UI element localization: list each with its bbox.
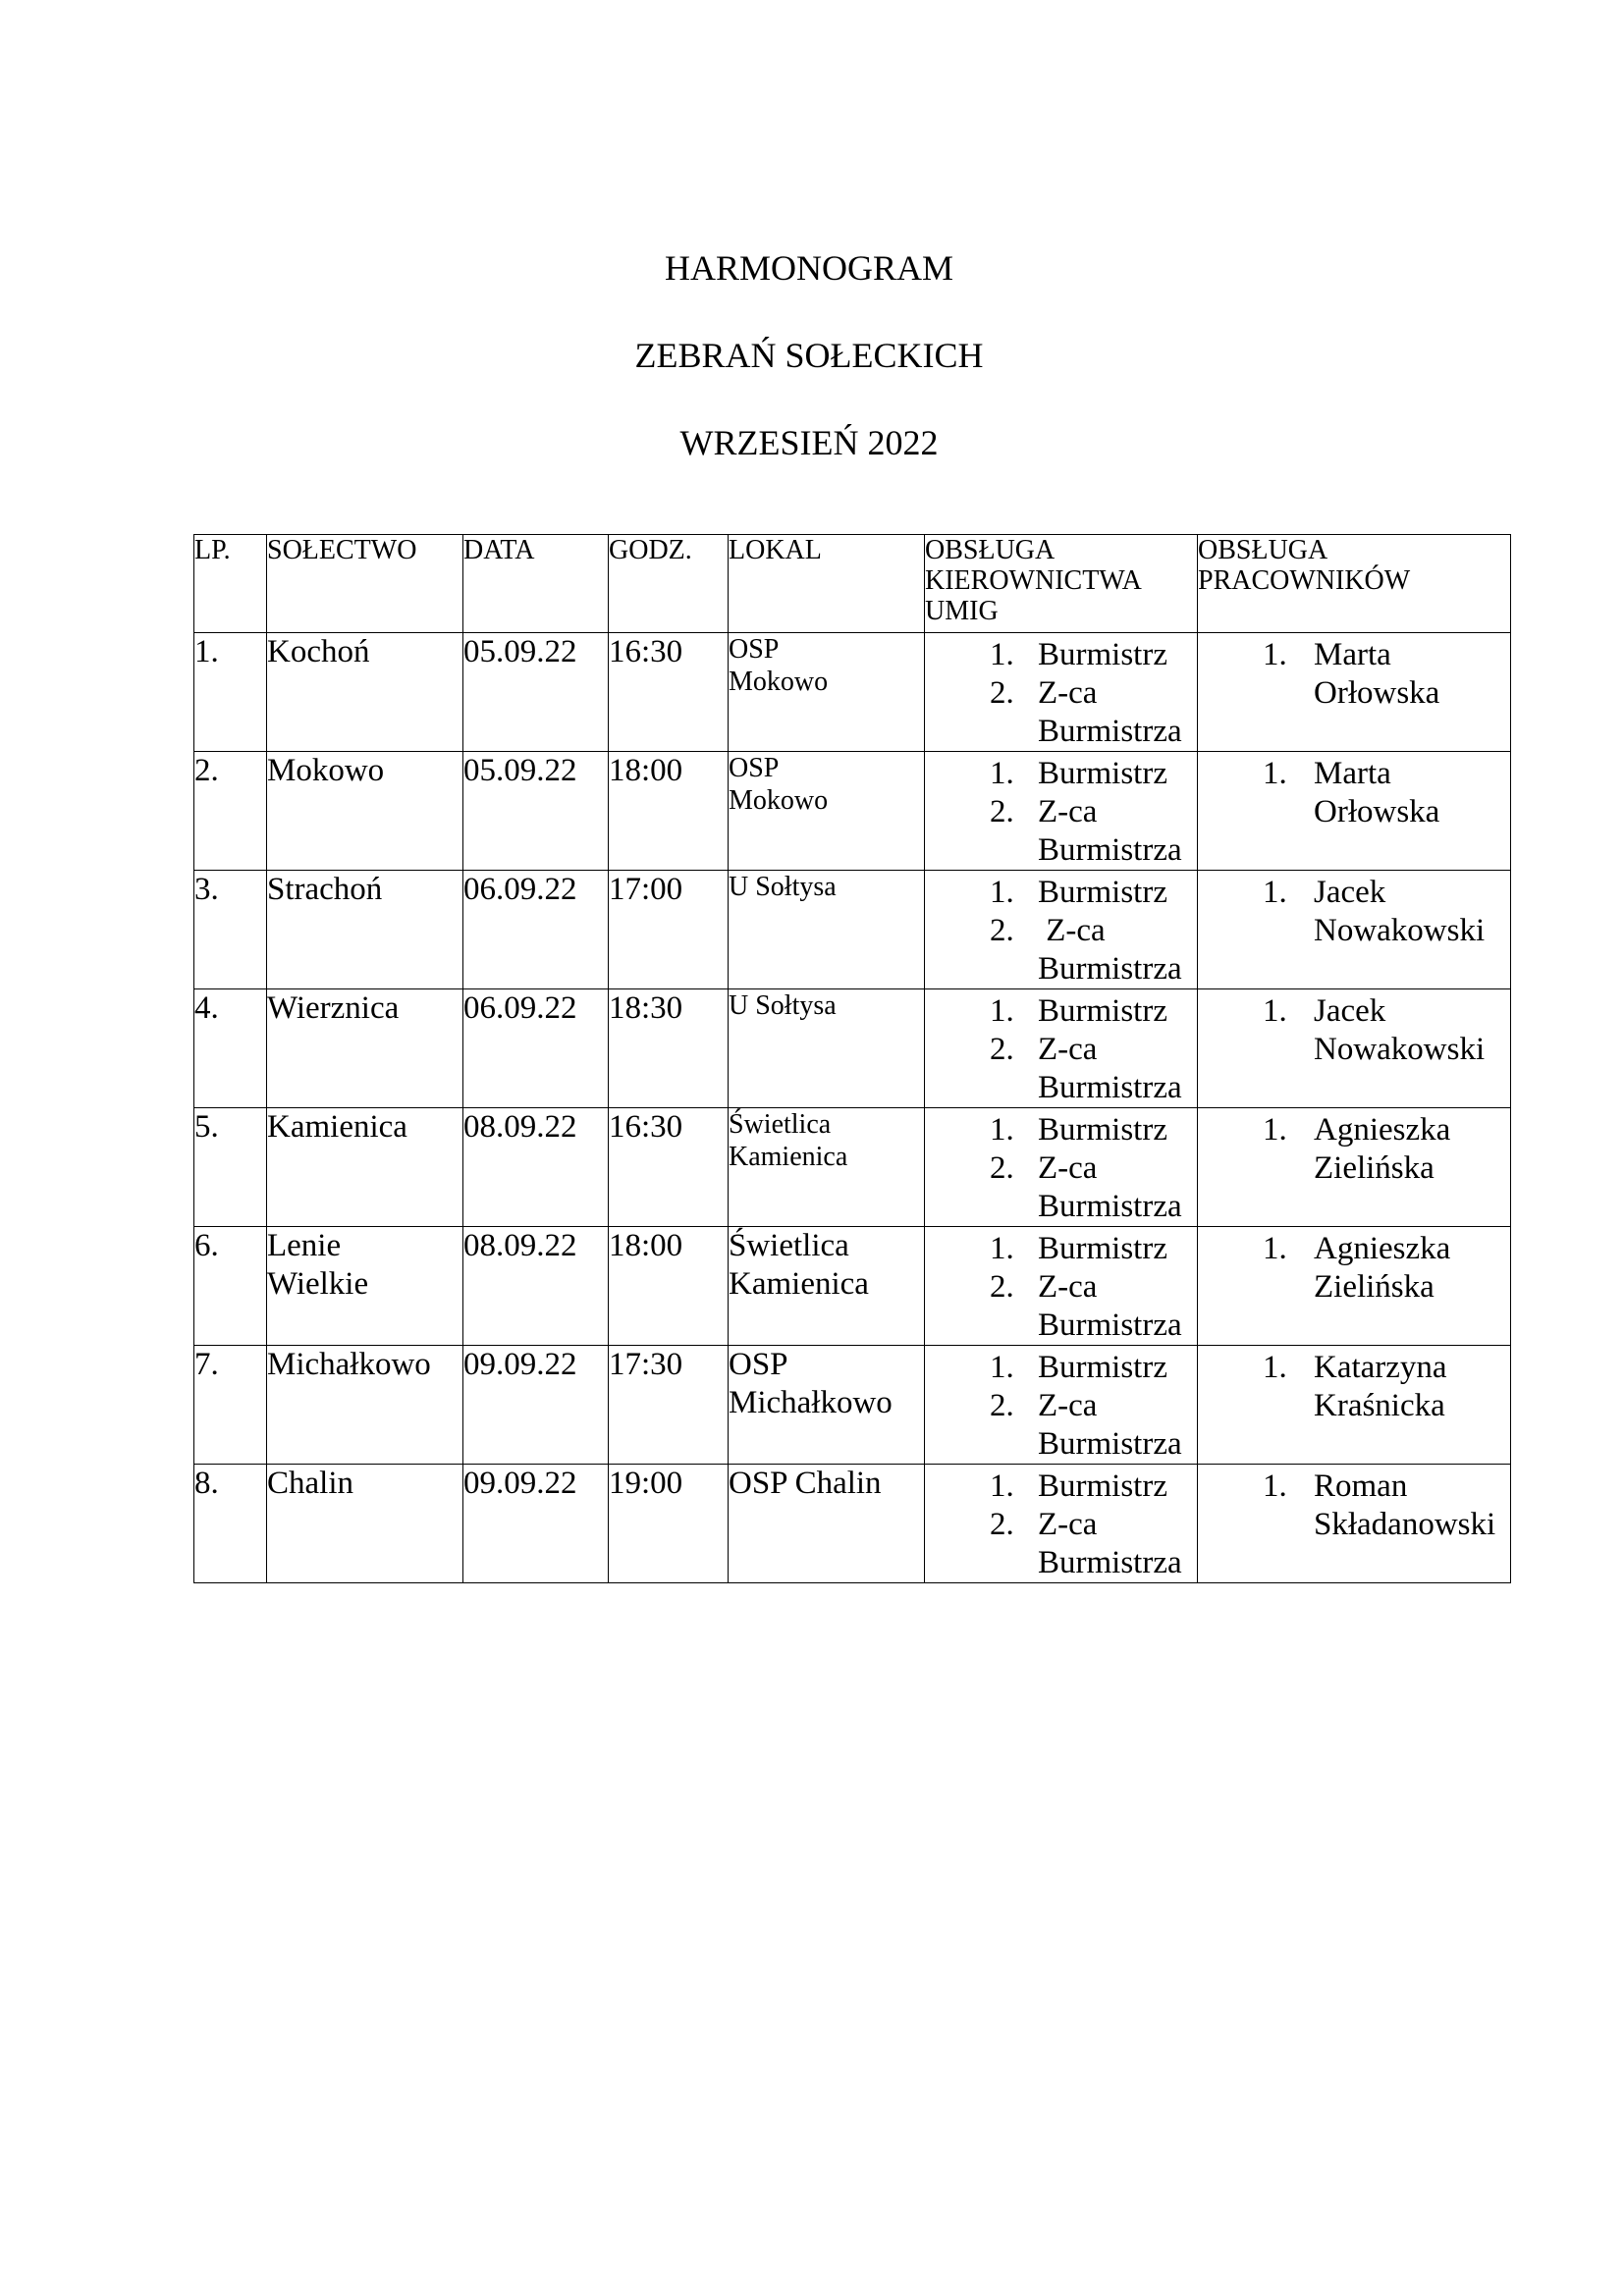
cell-data: 06.09.22 <box>463 871 609 989</box>
list-item-continuation: Burmistrza <box>1038 1426 1182 1462</box>
list-item-continuation: Składanowski <box>1314 1507 1496 1542</box>
cell-godz: 18:00 <box>609 1227 729 1346</box>
table-row <box>194 1108 1511 1227</box>
cell-godz: 18:30 <box>609 989 729 1108</box>
list-item: 1. Jacek <box>1263 875 1386 910</box>
list-item: 1. Burmistrz <box>990 1350 1167 1385</box>
kierownictwo-list <box>925 1465 1197 1582</box>
header-lp: LP. <box>194 535 267 633</box>
header-godz: GODZ. <box>609 535 729 633</box>
list-item: 2. Z-ca <box>990 1150 1098 1186</box>
cell-lokal: Świetlica Kamienica <box>729 1108 925 1227</box>
list-item-continuation: Burmistrza <box>1038 1545 1182 1580</box>
cell-godz: 16:30 <box>609 633 729 752</box>
title-line-2: ZEBRAŃ SOŁECKICH <box>634 336 984 375</box>
list-item-continuation: Burmistrza <box>1038 1308 1182 1343</box>
list-number: 1. <box>990 875 1014 910</box>
cell-lp: 2. <box>194 752 267 871</box>
list-item: 1. Agnieszka <box>1263 1231 1451 1266</box>
list-item: 1. Burmistrz <box>990 637 1167 672</box>
cell-obsluga-kierownictwa <box>925 1346 1198 1465</box>
cell-obsluga-kierownictwa <box>925 752 1198 871</box>
list-item-continuation: Burmistrza <box>1038 832 1182 868</box>
cell-lp: 7. <box>194 1346 267 1465</box>
list-number: 2. <box>990 1032 1014 1067</box>
cell-data: 06.09.22 <box>463 989 609 1108</box>
cell-godz: 19:00 <box>609 1465 729 1583</box>
list-item-continuation: Zielińska <box>1314 1150 1435 1186</box>
cell-lp: 8. <box>194 1465 267 1583</box>
pracownicy-list <box>1198 633 1510 713</box>
pracownicy-list <box>1198 1346 1510 1425</box>
list-number: 1. <box>990 1231 1014 1266</box>
cell-solectwo: Kamienica <box>267 1108 463 1227</box>
cell-data: 09.09.22 <box>463 1346 609 1465</box>
list-item: 1. Burmistrz <box>990 1468 1167 1504</box>
list-number: 2. <box>990 1269 1014 1305</box>
kierownictwo-list <box>925 633 1197 751</box>
table-row <box>194 989 1511 1108</box>
list-item-continuation: Zielińska <box>1314 1269 1435 1305</box>
list-item: 1. Agnieszka <box>1263 1112 1451 1148</box>
list-item-continuation: Burmistrza <box>1038 1189 1182 1224</box>
pracownicy-list <box>1198 1465 1510 1544</box>
cell-lp: 5. <box>194 1108 267 1227</box>
cell-solectwo: Wierznica <box>267 989 463 1108</box>
cell-lokal: Świetlica Kamienica <box>729 1227 925 1346</box>
cell-data: 08.09.22 <box>463 1108 609 1227</box>
cell-lokal: OSP Chalin <box>729 1465 925 1583</box>
cell-obsluga-pracownikow <box>1198 752 1511 871</box>
list-number: 2. <box>990 913 1014 948</box>
cell-lp: 4. <box>194 989 267 1108</box>
table-row <box>194 752 1511 871</box>
pracownicy-list <box>1198 1227 1510 1307</box>
cell-obsluga-kierownictwa <box>925 1227 1198 1346</box>
table-header-row <box>194 535 1511 633</box>
list-number: 1. <box>1263 1112 1287 1148</box>
cell-lokal: OSP Mokowo <box>729 633 925 752</box>
list-number: 1. <box>990 1350 1014 1385</box>
table-row <box>194 1465 1511 1583</box>
kierownictwo-list <box>925 989 1197 1107</box>
kierownictwo-list <box>925 871 1197 988</box>
list-number: 1. <box>990 993 1014 1029</box>
pracownicy-list <box>1198 1108 1510 1188</box>
list-item-continuation: Nowakowski <box>1314 1032 1486 1067</box>
list-item: 1. Jacek <box>1263 993 1386 1029</box>
list-item-continuation: Nowakowski <box>1314 913 1486 948</box>
list-item: 1. Burmistrz <box>990 1231 1167 1266</box>
cell-data: 05.09.22 <box>463 752 609 871</box>
cell-solectwo: Chalin <box>267 1465 463 1583</box>
list-item-continuation: Orłowska <box>1314 794 1440 829</box>
cell-obsluga-pracownikow <box>1198 989 1511 1108</box>
list-item: 2. Z-ca <box>990 1032 1098 1067</box>
cell-data: 09.09.22 <box>463 1465 609 1583</box>
list-item: 2. Z-ca <box>990 794 1098 829</box>
list-number: 1. <box>1263 993 1287 1029</box>
list-item: 1. Burmistrz <box>990 756 1167 791</box>
schedule-table <box>193 534 1511 1583</box>
table-row <box>194 1227 1511 1346</box>
title-line-3: WRZESIEŃ 2022 <box>679 423 939 462</box>
header-solectwo: SOŁECTWO <box>267 535 463 633</box>
cell-obsluga-kierownictwa <box>925 989 1198 1108</box>
pracownicy-list <box>1198 752 1510 831</box>
kierownictwo-list <box>925 752 1197 870</box>
list-item: 1. Roman <box>1263 1468 1408 1504</box>
kierownictwo-list <box>925 1227 1197 1345</box>
cell-lokal: U Sołtysa <box>729 871 925 989</box>
cell-obsluga-pracownikow <box>1198 1227 1511 1346</box>
list-item: 1. Katarzyna <box>1263 1350 1447 1385</box>
title-line-1: HARMONOGRAM <box>664 248 954 288</box>
list-number: 1. <box>990 1112 1014 1148</box>
header-lokal: LOKAL <box>729 535 925 633</box>
cell-lp: 1. <box>194 633 267 752</box>
cell-godz: 17:00 <box>609 871 729 989</box>
list-item: 2. Z-ca <box>990 1388 1098 1423</box>
list-number: 2. <box>990 1150 1014 1186</box>
cell-obsluga-kierownictwa <box>925 633 1198 752</box>
list-item: 1. Burmistrz <box>990 875 1167 910</box>
cell-godz: 18:00 <box>609 752 729 871</box>
list-item-continuation: Orłowska <box>1314 675 1440 711</box>
list-number: 1. <box>990 756 1014 791</box>
table-row <box>194 1346 1511 1465</box>
cell-obsluga-kierownictwa <box>925 871 1198 989</box>
pracownicy-list <box>1198 989 1510 1069</box>
list-number: 1. <box>1263 1350 1287 1385</box>
list-item: 2. Z-ca <box>990 675 1098 711</box>
cell-data: 05.09.22 <box>463 633 609 752</box>
list-item: 1. Burmistrz <box>990 1112 1167 1148</box>
cell-lp: 3. <box>194 871 267 989</box>
list-number: 1. <box>1263 637 1287 672</box>
table-row <box>194 633 1511 752</box>
cell-solectwo: Mokowo <box>267 752 463 871</box>
cell-godz: 17:30 <box>609 1346 729 1465</box>
cell-solectwo: Kochoń <box>267 633 463 752</box>
table-row <box>194 871 1511 989</box>
list-number: 2. <box>990 1507 1014 1542</box>
list-number: 2. <box>990 1388 1014 1423</box>
kierownictwo-list <box>925 1108 1197 1226</box>
list-number: 1. <box>1263 875 1287 910</box>
cell-obsluga-pracownikow <box>1198 633 1511 752</box>
cell-lokal: OSP Mokowo <box>729 752 925 871</box>
cell-solectwo: Lenie Wielkie <box>267 1227 463 1346</box>
list-item-continuation: Burmistrza <box>1038 951 1182 987</box>
cell-lokal: U Sołtysa <box>729 989 925 1108</box>
list-item-continuation: Kraśnicka <box>1314 1388 1445 1423</box>
cell-godz: 16:30 <box>609 1108 729 1227</box>
list-item: 1. Marta <box>1263 637 1391 672</box>
cell-solectwo: Strachoń <box>267 871 463 989</box>
list-number: 1. <box>990 1468 1014 1504</box>
header-obsluga-kierownictwa: OBSŁUGA KIEROWNICTWA UMIG <box>925 535 1198 633</box>
list-item: 2. Z-ca <box>990 1269 1098 1305</box>
header-data: DATA <box>463 535 609 633</box>
cell-solectwo: Michałkowo <box>267 1346 463 1465</box>
kierownictwo-list <box>925 1346 1197 1464</box>
list-number: 1. <box>1263 1231 1287 1266</box>
cell-obsluga-kierownictwa <box>925 1465 1198 1583</box>
list-item: 2. Z-ca <box>990 913 1106 948</box>
list-item: 2. Z-ca <box>990 1507 1098 1542</box>
cell-data: 08.09.22 <box>463 1227 609 1346</box>
cell-obsluga-pracownikow <box>1198 871 1511 989</box>
list-item-continuation: Burmistrza <box>1038 714 1182 749</box>
cell-obsluga-kierownictwa <box>925 1108 1198 1227</box>
list-number: 1. <box>1263 1468 1287 1504</box>
list-number: 2. <box>990 794 1014 829</box>
list-number: 1. <box>990 637 1014 672</box>
cell-lp: 6. <box>194 1227 267 1346</box>
cell-obsluga-pracownikow <box>1198 1108 1511 1227</box>
list-item: 1. Marta <box>1263 756 1391 791</box>
list-number: 1. <box>1263 756 1287 791</box>
list-number: 2. <box>990 675 1014 711</box>
header-obsluga-pracownikow: OBSŁUGA PRACOWNIKÓW <box>1198 535 1511 633</box>
document-title <box>0 250 1624 512</box>
list-item-continuation: Burmistrza <box>1038 1070 1182 1105</box>
cell-obsluga-pracownikow <box>1198 1346 1511 1465</box>
cell-lokal: OSP Michałkowo <box>729 1346 925 1465</box>
list-item: 1. Burmistrz <box>990 993 1167 1029</box>
pracownicy-list <box>1198 871 1510 950</box>
cell-obsluga-pracownikow <box>1198 1465 1511 1583</box>
